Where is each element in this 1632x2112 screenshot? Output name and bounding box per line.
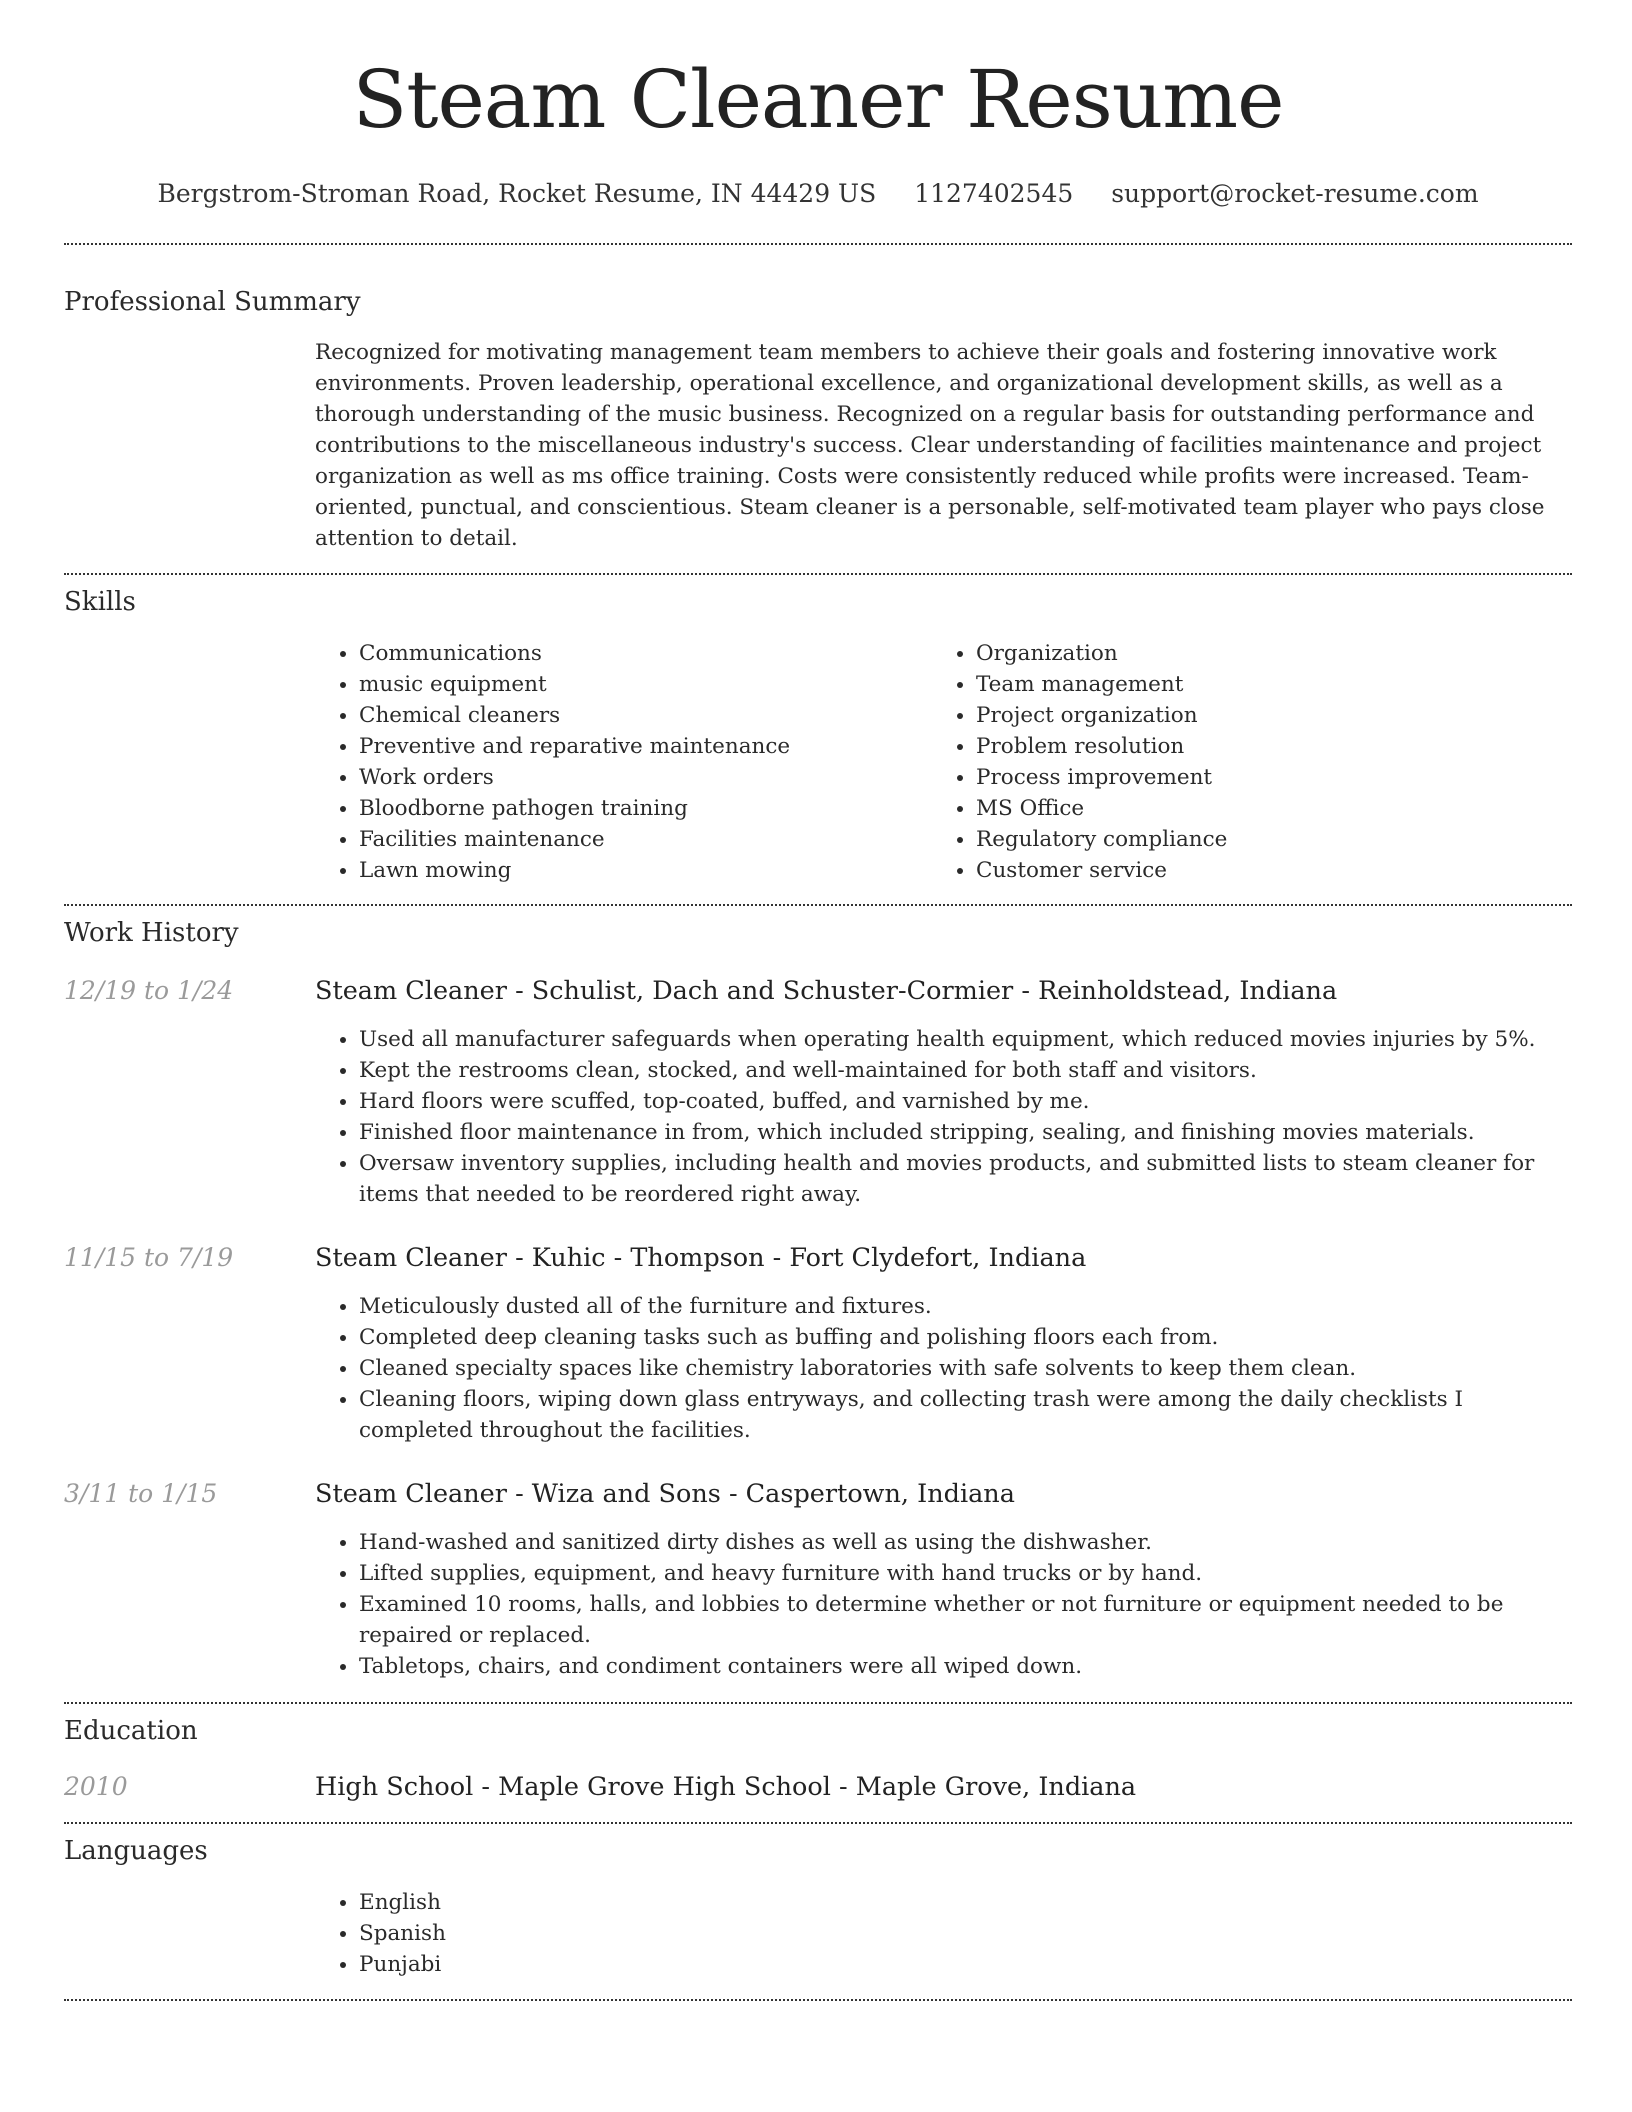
skill-item: • Bloodborne pathogen training bbox=[359, 793, 932, 824]
skill-item: • Problem resolution bbox=[976, 731, 1549, 762]
education-heading: Education bbox=[64, 1716, 198, 1746]
contact-email: support@rocket-resume.com bbox=[1111, 179, 1479, 208]
language-item: • English bbox=[359, 1887, 1572, 1918]
skills-column-left bbox=[315, 638, 932, 886]
skill-item: • Project organization bbox=[976, 700, 1549, 731]
divider bbox=[64, 243, 1572, 245]
skills-list bbox=[315, 638, 1572, 886]
job-dates: 11/15 to 7/19 bbox=[64, 1243, 234, 1272]
job-dates: 12/19 to 1/24 bbox=[64, 976, 234, 1005]
divider bbox=[64, 904, 1572, 906]
job-title: Steam Cleaner - Schulist, Dach and Schuster-Cormier - Reinholdstead, Indiana bbox=[315, 976, 1338, 1006]
skill-item: • Organization bbox=[976, 638, 1549, 669]
job-bullet: • Meticulously dusted all of the furniture and fixtures. bbox=[359, 1291, 1572, 1322]
job-bullet: • Cleaning floors, wiping down glass entryways, and collecting trash were among the daily checklists I completed throughout the facilities. bbox=[359, 1384, 1572, 1446]
skill-item: • Work orders bbox=[359, 762, 932, 793]
skill-item: • Regulatory compliance bbox=[976, 824, 1549, 855]
skills-column-right bbox=[932, 638, 1549, 886]
education-year: 2010 bbox=[64, 1772, 128, 1801]
skill-item: • Facilities maintenance bbox=[359, 824, 932, 855]
skill-item: • Chemical cleaners bbox=[359, 700, 932, 731]
contact-line bbox=[64, 178, 1572, 210]
job-bullet: • Kept the restrooms clean, stocked, and well-maintained for both staff and visitors. bbox=[359, 1055, 1572, 1086]
divider bbox=[64, 573, 1572, 575]
language-item: • Punjabi bbox=[359, 1949, 1572, 1980]
job-bullet: • Examined 10 rooms, halls, and lobbies to determine whether or not furniture or equipment needed to be repaired or replaced. bbox=[359, 1589, 1572, 1651]
summary-heading: Professional Summary bbox=[64, 287, 361, 317]
job-bullet: • Cleaned specialty spaces like chemistry laboratories with safe solvents to keep them clean. bbox=[359, 1353, 1572, 1384]
job-bullet: • Tabletops, chairs, and condiment containers were all wiped down. bbox=[359, 1651, 1572, 1682]
job-entry bbox=[64, 1241, 1572, 1446]
summary-text: Recognized for motivating management team members to achieve their goals and fostering innovative work environments. Proven leadership, operational excellence, and organizational development skills, as well as a thorough understanding of the music business. Recognized on a regular basis for outstanding performance and contributions to the miscellaneous industry's success. Clear understanding of facilities maintenance and project organization as well as ms office training. Costs were consistently reduced while profits were increased. Team-oriented, punctual, and conscientious. Steam cleaner is a personable, self-motivated team player who pays close attention to detail. bbox=[315, 340, 1545, 551]
skill-item: • MS Office bbox=[976, 793, 1549, 824]
job-bullet: • Hard floors were scuffed, top-coated, buffed, and varnished by me. bbox=[359, 1086, 1572, 1117]
page-title: Steam Cleaner Resume bbox=[352, 53, 1284, 146]
languages-heading: Languages bbox=[64, 1836, 208, 1866]
skill-item: • Lawn mowing bbox=[359, 855, 932, 886]
skill-item: • Customer service bbox=[976, 855, 1549, 886]
resume-page bbox=[64, 0, 1572, 2001]
job-title: Steam Cleaner - Wiza and Sons - Caspertown, Indiana bbox=[315, 1479, 1015, 1509]
divider bbox=[64, 1822, 1572, 1824]
languages-list bbox=[315, 1887, 1572, 1980]
work-heading: Work History bbox=[64, 918, 239, 948]
job-entry bbox=[64, 974, 1572, 1210]
job-bullet: • Used all manufacturer safeguards when operating health equipment, which reduced movies injuries by 5%. bbox=[359, 1024, 1572, 1055]
divider bbox=[64, 1999, 1572, 2001]
skill-item: • Team management bbox=[976, 669, 1549, 700]
job-bullet: • Lifted supplies, equipment, and heavy furniture with hand trucks or by hand. bbox=[359, 1558, 1572, 1589]
skills-heading: Skills bbox=[64, 587, 136, 617]
job-bullet: • Completed deep cleaning tasks such as buffing and polishing floors each from. bbox=[359, 1322, 1572, 1353]
job-bullet: • Finished floor maintenance in from, which included stripping, sealing, and finishing movies materials. bbox=[359, 1117, 1572, 1148]
skill-item: • Preventive and reparative maintenance bbox=[359, 731, 932, 762]
job-bullet: • Oversaw inventory supplies, including health and movies products, and submitted lists to steam cleaner for items that needed to be reordered right away. bbox=[359, 1148, 1572, 1210]
job-bullet: • Hand-washed and sanitized dirty dishes as well as using the dishwasher. bbox=[359, 1527, 1572, 1558]
education-entry bbox=[64, 1770, 1572, 1804]
contact-address: Bergstrom-Stroman Road, Rocket Resume, IN 44429 US bbox=[157, 179, 877, 208]
job-title: Steam Cleaner - Kuhic - Thompson - Fort Clydefort, Indiana bbox=[315, 1243, 1087, 1273]
skill-item: • music equipment bbox=[359, 669, 932, 700]
language-item: • Spanish bbox=[359, 1918, 1572, 1949]
divider bbox=[64, 1702, 1572, 1704]
job-entry bbox=[64, 1477, 1572, 1682]
skill-item: • Communications bbox=[359, 638, 932, 669]
job-dates: 3/11 to 1/15 bbox=[64, 1479, 218, 1508]
skill-item: • Process improvement bbox=[976, 762, 1549, 793]
education-title: High School - Maple Grove High School - Maple Grove, Indiana bbox=[315, 1772, 1137, 1802]
contact-phone: 1127402545 bbox=[914, 179, 1074, 208]
